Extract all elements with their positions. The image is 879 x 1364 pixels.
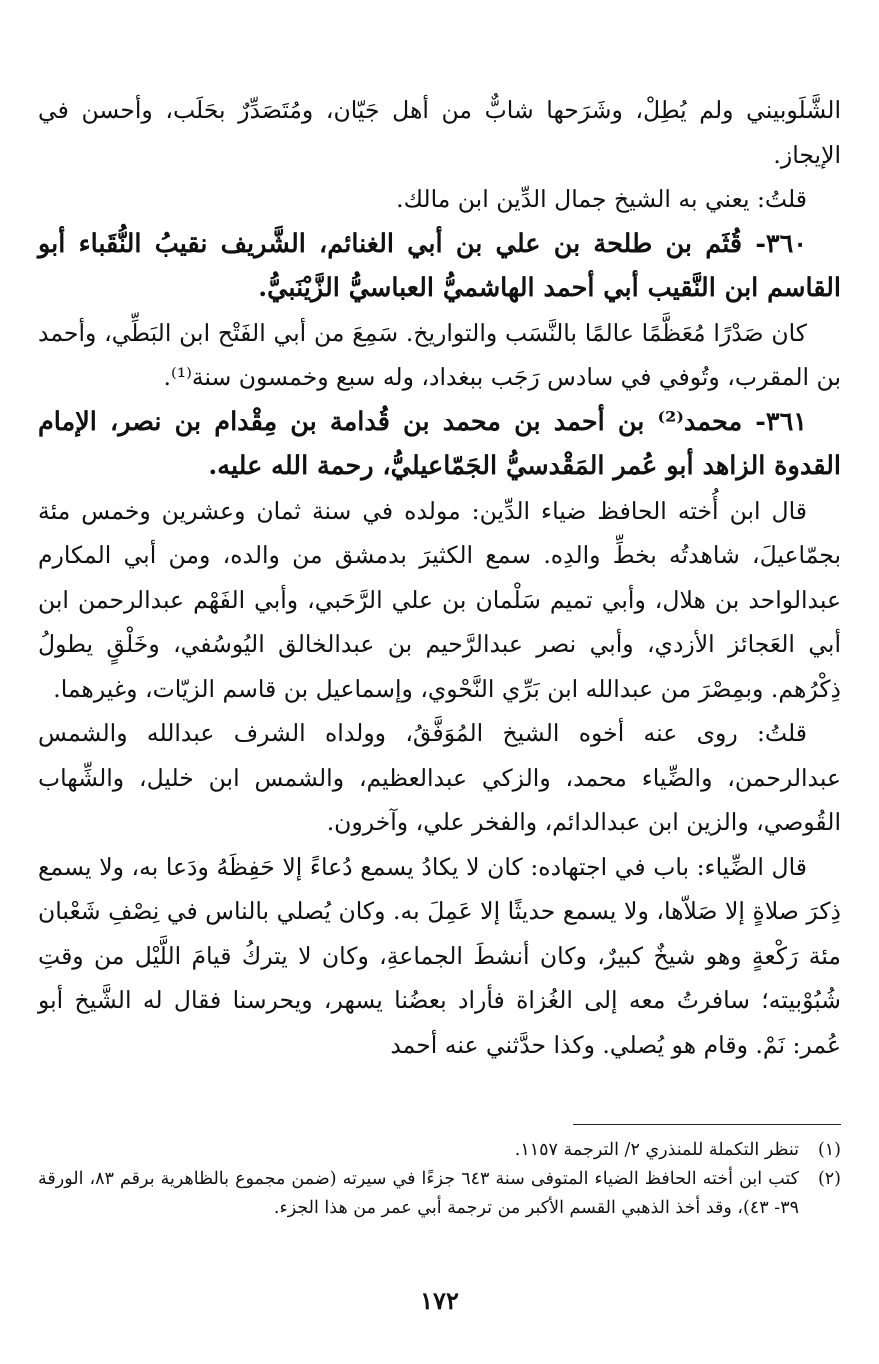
footnote-2 <box>38 1165 841 1223</box>
footnote-number: (٢) <box>817 1169 841 1189</box>
entry-text-360: كان صَدْرًا مُعَظَّمًا عالمًا بالنَّسَب والتواريخ. سَمِعَ من أبي الفَتْح ابن البَطِّي، وأحمد بن المقرب، وتُوفي في سادس رَجَب ببغداد، وله سبع وخمسون سنة⁽¹⁾. <box>38 318 841 391</box>
footnote-text: كتب ابن أخته الحافظ الضياء المتوفى سنة ٦٤٣ جزءًا في سيرته (ضمن مجموع بالظاهرية برقم ٨٣، الورقة ٣٩- ٤٣)، وقد أخذ الذهبي القسم الأكبر من ترجمة أبي عمر من هذا الجزء. <box>38 1169 799 1218</box>
footnote-number: (١) <box>817 1140 841 1160</box>
entry-text-361-b: قلتُ: روى عنه أخوه الشيخ المُوَفَّقُ، وولداه الشرف عبدالله والشمس عبدالرحمن، والضِّياء محمد، والزكي عبدالعظيم، والشمس ابن خليل، والشِّهاب القُوصي، والزين ابن عبدالدائم، والفخر علي، وآخرون. <box>38 719 841 836</box>
paragraph-note: قلتُ: يعني به الشيخ جمال الدِّين ابن مالك. <box>396 185 807 213</box>
entry-text-361-a: قال ابن أُخته الحافظ ضياء الدِّين: مولده في سنة ثمان وعشرين وخمس مئة بجمّاعيلَ، شاهدتُه بخطِّ والدِه. سمع الكثيرَ بدمشق من والده، ومن أبي المكارم عبدالواحد بن هلال، وأبي تميم سَلْمان بن علي الرَّحَبي، وأبي الفَهْم عبدالرحمن ابن أبي العَجائز الأزدي، وأبي نصر عبدالرَّحيم بن عبدالخالق اليُوسُفي، وخَلْقٍ يطولُ ذِكْرُهم. وبمِصْرَ من عبدالله ابن بَرِّي النَّحْوي، وإسماعيل بن قاسم الزيّات، وغيرهما. <box>38 496 841 703</box>
main-text <box>38 88 841 1067</box>
page-number: ١٧٢ <box>420 1286 459 1315</box>
paragraph-continued: الشَّلَوبيني ولم يُطِلْ، وشَرَحها شابٌّ من أهل جَيّان، ومُتَصَدِّرٌ بحَلَب، وأحسن في الإيجاز. <box>38 96 841 169</box>
footnote-text: تنظر التكملة للمنذري ٢/ الترجمة ١١٥٧. <box>514 1140 799 1160</box>
entry-heading-360: ٣٦٠- قُثَم بن طلحة بن علي بن أبي الغنائم، الشَّريف نقيبُ النُّقَباء أبو القاسم ابن النَّقيب أبي أحمد الهاشميُّ العباسيُّ الزَّيْنَبيُّ. <box>38 228 841 303</box>
footnote-1 <box>38 1136 841 1165</box>
footnotes <box>38 1136 841 1223</box>
entry-text-361-c: قال الضِّياء: باب في اجتهاده: كان لا يكادُ يسمع دُعاءً إلا حَفِظَهُ ودَعا به، ولا يسمع ذِكرَ صلاةٍ إلا صَلاّها، ولا يسمع حديثًا إلا عَمِلَ به. وكان يُصلي بالناس في نِصْفِ شَعْبان مئة رَكْعةٍ وهو شيخٌ كبيرٌ، وكان أنشطَ الجماعةِ، وكان لا يتركُ قيامَ اللَّيْل من وقتِ شُبُوْبيته؛ سافرتُ معه إلى الغُزاة فأراد بعضُنا يسهر، ويحرسنا فقال له الشَّيخ أبو عُمر: نَمْ. وقام هو يُصلي. وكذا حدَّثني عنه أحمد <box>38 852 841 1059</box>
footnote-separator <box>573 1124 841 1125</box>
entry-heading-361: ٣٦١- محمد⁽²⁾ بن أحمد بن محمد بن قُدامة بن مِقْدام بن نصر، الإمام القدوة الزاهد أبو عُمر المَقْدسيُّ الجَمّاعيليُّ، رحمة الله عليه. <box>38 406 841 481</box>
